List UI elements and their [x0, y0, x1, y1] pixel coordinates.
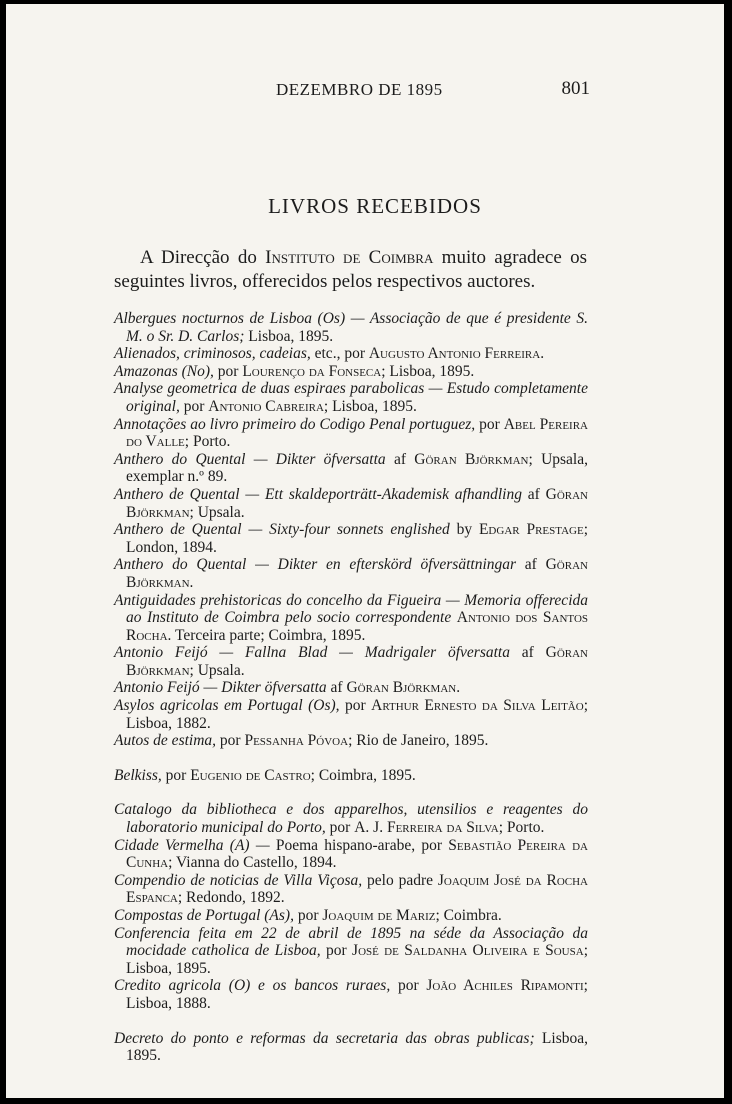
book-title: Asylos agricolas em Portugal (Os), [114, 697, 340, 715]
book-author: Sebastião Pereira da Cunha [126, 836, 588, 872]
book-details: por [161, 766, 191, 784]
section-title: LIVROS RECEBIDOS [268, 194, 482, 218]
book-author: Joaquim de Mariz [322, 907, 436, 924]
book-details: ; Lisboa, 1895. [323, 397, 417, 415]
book-title: Compendio de noticias de Villa Viçosa, [114, 871, 363, 889]
list-item [114, 837, 588, 872]
book-details: por [320, 942, 353, 960]
list-item [114, 907, 588, 925]
book-title: Decreto do ponto e reformas da secretaria das obras publicas; [114, 1029, 535, 1047]
book-details: ; Upsala. [189, 661, 245, 679]
book-details: ; Porto. [498, 819, 545, 837]
book-details: . Terceira parte; Coimbra, 1895. [167, 626, 366, 644]
book-details: ; Vianna do Castello, 1894. [168, 854, 337, 872]
book-details: ; London, 1894. [126, 521, 588, 556]
book-author: Göran Björkman [126, 485, 588, 521]
book-details: ; Lisboa, 1895. [126, 942, 588, 977]
book-title: Amazonas (No), [114, 362, 214, 380]
list-item [114, 310, 588, 345]
book-author: Lourenço da Fonseca [242, 362, 382, 380]
book-title: Belkiss, [114, 766, 162, 784]
list-item [114, 1030, 588, 1065]
book-author: Augusto Antonio Ferreira [368, 345, 541, 363]
book-title: Antiguidades prehistoricas do concelho da Figueira — Memoria offerecida ao Instituto de Coimbra pelo socio correspondente [114, 591, 588, 627]
book-author: Göran Björkman [414, 450, 529, 468]
book-list [114, 310, 588, 1065]
document-page [6, 4, 724, 1098]
book-title: Analyse geometrica de duas espiraes parabolicas — Estudo completamente original, [114, 380, 588, 415]
book-details: por [475, 415, 504, 433]
book-author: Göran Björkman [346, 679, 457, 697]
book-details: . [540, 345, 545, 363]
list-item [114, 767, 588, 785]
book-author: Antonio dos Santos Rocha [126, 609, 589, 644]
book-details: por [325, 819, 355, 837]
section-gap [114, 750, 588, 767]
list-item [114, 679, 588, 697]
book-title: Anthero do Quental — Dikter öfversatta [114, 450, 386, 468]
book-title: Anthero de Quental — Ett skaldeporträtt-Akademisk afhandling [114, 485, 522, 503]
book-details: etc., por [310, 345, 369, 363]
list-item [114, 925, 588, 978]
book-title: Annotações ao livro primeiro do Codigo Penal portuguez, [114, 415, 476, 433]
book-author: João Achiles Ripamonti [426, 977, 584, 995]
running-head: DEZEMBRO DE 1895 [276, 80, 443, 99]
book-author: Antonio Cabreira [208, 397, 324, 415]
section-gap [114, 1013, 588, 1030]
list-item [114, 521, 588, 556]
list-item [114, 363, 588, 381]
book-details: por [213, 362, 243, 380]
list-item [114, 872, 588, 907]
book-details: by [449, 521, 479, 539]
list-item [114, 697, 588, 732]
list-item [114, 977, 588, 1012]
book-details: ; Coimbra. [435, 907, 502, 924]
list-item [114, 380, 588, 415]
book-title: Cidade Vermelha (A) — [114, 836, 270, 854]
book-author: Pessanha Póvoa [244, 732, 349, 750]
book-details: af [521, 485, 546, 503]
book-title: Albergues nocturnos de Lisboa (Os) — Associação de que é presidente S. M. o Sr. D. Carlos; [114, 310, 588, 345]
book-details: ; Upsala. [189, 503, 245, 521]
book-details: ; Lisboa, 1895. [381, 362, 475, 380]
list-item [114, 732, 588, 750]
book-details: af [326, 679, 347, 697]
book-details: af [516, 556, 546, 574]
book-details: . [189, 573, 194, 591]
list-item [114, 416, 588, 451]
book-author: José de Saldanha Oliveira e Sousa [352, 942, 584, 960]
book-title: Alienados, criminosos, cadeias, [114, 345, 311, 363]
book-details: Lisboa, 1895. [126, 1029, 588, 1065]
book-title: Autos de estima, [114, 732, 217, 750]
book-title: Anthero de Quental — Sixty-four sonnets englished [114, 521, 450, 539]
book-title: Compostas de Portugal (As), [114, 907, 294, 924]
book-details: por [216, 732, 245, 750]
section-gap [114, 784, 588, 801]
list-item [114, 592, 588, 645]
book-details: ; Porto. [184, 433, 231, 451]
book-author: Edgar Prestage [478, 521, 584, 539]
book-details: por [339, 697, 372, 715]
book-title: Conferencia feita em 22 de abril de 1895 na séde da Associação da mocidade catholica de Lisboa, [114, 924, 588, 960]
book-details: . [456, 679, 461, 697]
book-details: ; Redondo, 1892. [177, 889, 285, 907]
book-author: A. J. Ferreira da Silva [354, 819, 499, 837]
list-item [114, 801, 588, 836]
book-title: Antonio Feijó — Dikter öfversatta [114, 679, 327, 697]
book-author: Göran Björkman [126, 644, 589, 679]
book-author: Göran Björkman [126, 556, 588, 591]
page-number: 801 [561, 78, 590, 99]
list-item [114, 451, 588, 486]
book-title: Anthero do Quental — Dikter en efterskörd öfversättningar [114, 556, 517, 574]
book-details: Lisboa, 1895. [244, 327, 334, 345]
book-details: ; Coimbra, 1895. [310, 766, 416, 784]
book-details: ; Rio de Janeiro, 1895. [348, 732, 489, 750]
intro-before: A Direcção do [140, 247, 266, 268]
book-details: ; Lisboa, 1882. [126, 697, 588, 732]
book-title: Antonio Feijó — Fallna Blad — Madrigaler öfversatta [114, 644, 510, 662]
book-author: Joaquim José da Rocha Espanca [126, 871, 588, 907]
list-item [114, 486, 588, 521]
list-item [114, 644, 588, 679]
book-author: Abel Pereira do Valle [126, 415, 588, 451]
list-item [114, 345, 588, 363]
book-author: Arthur Ernesto da Silva Leitão [371, 697, 584, 715]
book-details: af [510, 644, 546, 662]
book-title: Catalogo da bibliotheca e dos apparelhos, utensilios e reagentes do laboratorio municipal do Porto, [114, 801, 588, 837]
book-details: ; Upsala, exemplar n.º 89. [126, 450, 588, 486]
book-details: por [293, 907, 323, 924]
book-author: Eugenio de Castro [190, 766, 311, 784]
book-details: af [385, 450, 415, 468]
book-details: pelo padre [362, 871, 438, 889]
book-details: Poema hispano-arabe, por [269, 836, 449, 854]
book-details: ; Lisboa, 1888. [126, 977, 588, 1012]
book-title: Credito agricola (O) e os bancos ruraes, [114, 977, 391, 995]
intro-paragraph [114, 246, 587, 294]
list-item [114, 556, 588, 591]
intro-institution: Instituto de Coimbra [265, 247, 434, 268]
intro-after: muito agradece os seguintes livros, offerecidos pelos respectivos auctores. [114, 247, 587, 292]
book-details: por [390, 977, 427, 995]
book-details: por [179, 397, 209, 415]
